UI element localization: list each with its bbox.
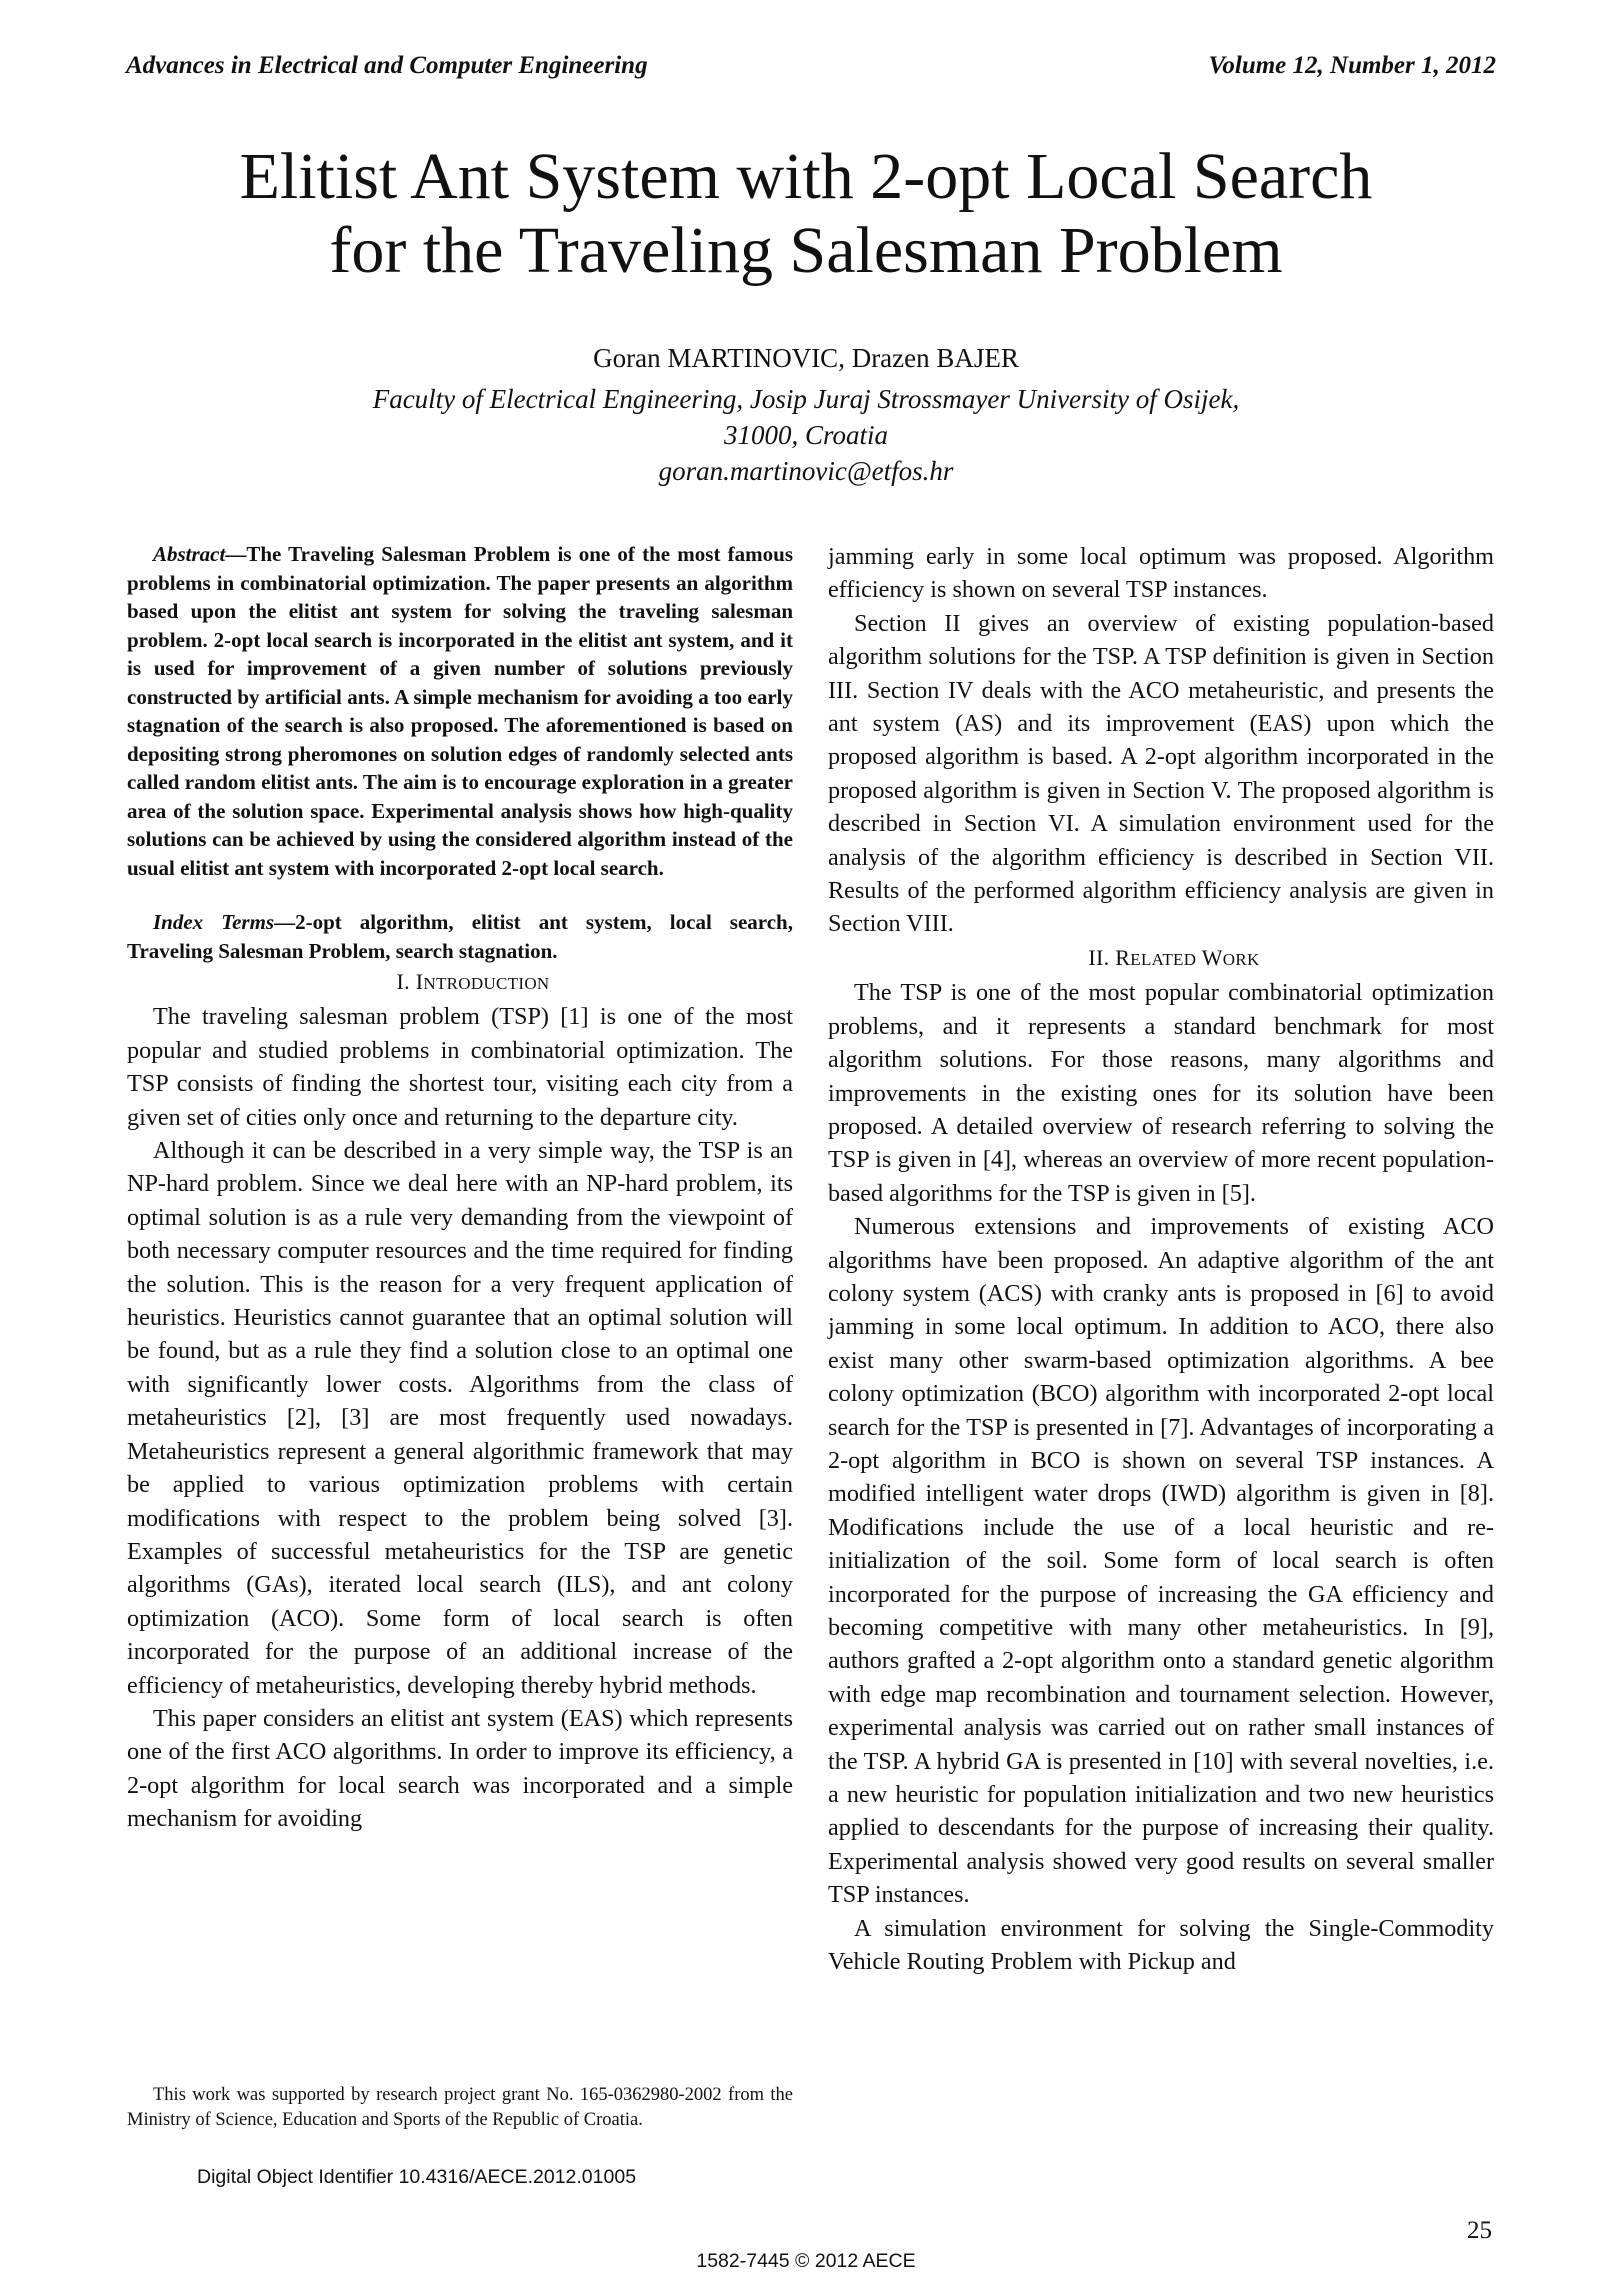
- paragraph: Numerous extensions and improvements of existing ACO algorithms have been proposed. An adaptive algorithm of the ant colony system (ACS) with cranky ants is proposed in [6] to avoid jamming in some local optimum. In addition to ACO, there also exist many other swarm-based optimization algorithms. A bee colony optimization (BCO) algorithm with incorporated 2-opt local search for the TSP is presented in [7]. Advantages of incorporating a 2-opt algorithm in BCO is shown on several TSP instances. A modified intelligent water drops (IWD) algorithm is given in [8]. Modifications include the use of a local heuristic and re-initialization of the soil. Some form of local search is often incorporated for the purpose of increasing the GA efficiency and becoming competitive with many other metaheuristics. In [9], authors grafted a 2-opt algorithm onto a standard genetic algorithm with edge map recombination and tournament selection. However, experimental analysis was carried out on rather small instances of the TSP. A hybrid GA is presented in [10] with several novelties, i.e. a new heuristic for population initialization and two new heuristics applied to descendants for the purpose of increasing their quality. Experimental analysis showed very good results on several smaller TSP instances.: [828, 1213, 1494, 1909]
- left-column: [127, 540, 793, 1836]
- section-heading-related-work: [828, 941, 1494, 976]
- paragraph: The TSP is one of the most popular combinatorial optimization problems, and it represents a standard benchmark for most algorithm solutions. For those reasons, many algorithms and improvements in the existing ones for its solution have been proposed. A detailed overview of research referring to solving the TSP is given in [4], whereas an overview of more recent population-based algorithms for the TSP is given in [5].: [828, 979, 1494, 1207]
- funding-footnote: This work was supported by research project grant No. 165-0362980-2002 from the Ministry of Science, Education and Sports of the Republic of Croatia.: [127, 2085, 793, 2130]
- abstract: [127, 540, 793, 882]
- section-numeral: I.: [396, 969, 410, 994]
- heading-rest: ELATED: [1130, 949, 1197, 969]
- paragraph: Although it can be described in a very simple way, the TSP is an NP-hard problem. Since we deal here with an NP-hard problem, its optimal solution is as a rule very demanding from the viewpoint of both necessary computer resources and the time required for finding the solution. This is the reason for a very frequent application of heuristics. Heuristics cannot guarantee that an optimal solution will be found, but as a rule they find a solution close to an optimal one with significantly lower costs. Algorithms from the class of metaheuristics [2], [3] are most frequently used nowadays. Metaheuristics represent a general algorithmic framework that may be applied to various optimization problems with certain modifications with respect to the problem being solved [3]. Examples of successful metaheuristics for the TSP are genetic algorithms (GAs), iterated local search (ILS), and ant colony optimization (ACO). Some form of local search is often incorporated for the purpose of an additional increase of the efficiency of metaheuristics, developing thereby hybrid methods.: [127, 1137, 793, 1699]
- affiliation-line-1: Faculty of Electrical Engineering, Josip Juraj Strossmayer University of Osijek,: [372, 384, 1240, 414]
- right-column: [828, 540, 1494, 1978]
- abstract-text: —The Traveling Salesman Problem is one of the most famous problems in combinatorial optimization. The paper presents an algorithm based upon the elitist ant system for solving the traveling salesman problem. 2-opt local search is incorporated in the elitist ant system, and it is used for improvement of a given number of solutions previously constructed by artificial ants. A simple mechanism for avoiding a too early stagnation of the search is also proposed. The aforementioned is based on depositing strong pheromones on solution edges of randomly selected ants called random elitist ants. The aim is to encourage exploration in a greater area of the solution space. Experimental analysis shows how high-quality solutions can be achieved by using the considered algorithm instead of the usual elitist ant system with incorporated 2-opt local search.: [127, 542, 793, 880]
- doi: Digital Object Identifier 10.4316/AECE.2012.01005: [197, 2166, 637, 2188]
- paper-title: [0, 140, 1612, 288]
- abstract-lead: Abstract: [153, 542, 226, 566]
- authors: Goran MARTINOVIC, Drazen BAJER: [593, 343, 1019, 373]
- author-email: goran.martinovic@etfos.hr: [658, 456, 954, 486]
- title-line-2: for the Traveling Salesman Problem: [329, 214, 1283, 287]
- copyright: 1582-7445 © 2012 AECE: [696, 2250, 916, 2272]
- affiliation-line-2: 31000, Croatia: [723, 420, 889, 450]
- heading-initial: R: [1115, 944, 1131, 970]
- heading-initial: I: [415, 969, 424, 994]
- affiliation: [0, 381, 1612, 489]
- paragraph: Section II gives an overview of existing population-based algorithm solutions for the TSP. A TSP definition is given in Section III. Section IV deals with the ACO metaheuristic, and presents the ant system (AS) and its improvement (EAS) upon which the proposed algorithm is based. A 2-opt algorithm incorporated in the proposed algorithm is given in Section V. The proposed algorithm is described in Section VI. A simulation environment used for the analysis of the algorithm efficiency is described in Section VII. Results of the performed algorithm efficiency analysis are given in Section VIII.: [828, 609, 1494, 938]
- heading-initial: W: [1201, 944, 1223, 970]
- section-heading-introduction: [127, 965, 793, 1000]
- paragraph: The traveling salesman problem (TSP) [1] is one of the most popular and studied problems in combinatorial optimization. The TSP consists of finding the shortest tour, visiting each city from a given set of cities only once and returning to the departure city.: [127, 1003, 793, 1131]
- heading-rest: ORK: [1222, 949, 1260, 969]
- section-numeral: II.: [1088, 944, 1110, 970]
- page-number: 25: [1467, 2217, 1492, 2244]
- index-terms: [127, 908, 793, 965]
- title-line-1: Elitist Ant System with 2-opt Local Search: [239, 140, 1373, 213]
- paragraph: This paper considers an elitist ant system (EAS) which represents one of the first ACO algorithms. In order to improve its efficiency, a 2-opt algorithm for local search was incorporated and a simple mechanism for avoiding: [127, 1704, 793, 1833]
- volume-info: Volume 12, Number 1, 2012: [1208, 52, 1496, 79]
- heading-rest: NTRODUCTION: [423, 974, 550, 993]
- journal-name: Advances in Electrical and Computer Engineering: [126, 52, 648, 79]
- paragraph: A simulation environment for solving the Single-Commodity Vehicle Routing Problem with Pickup and: [828, 1914, 1494, 1976]
- index-terms-lead: Index Terms: [153, 910, 275, 934]
- index-terms-text: —2-opt algorithm, elitist ant system, local search, Traveling Salesman Problem, search stagnation.: [127, 910, 793, 963]
- paragraph: jamming early in some local optimum was proposed. Algorithm efficiency is shown on several TSP instances.: [828, 543, 1494, 604]
